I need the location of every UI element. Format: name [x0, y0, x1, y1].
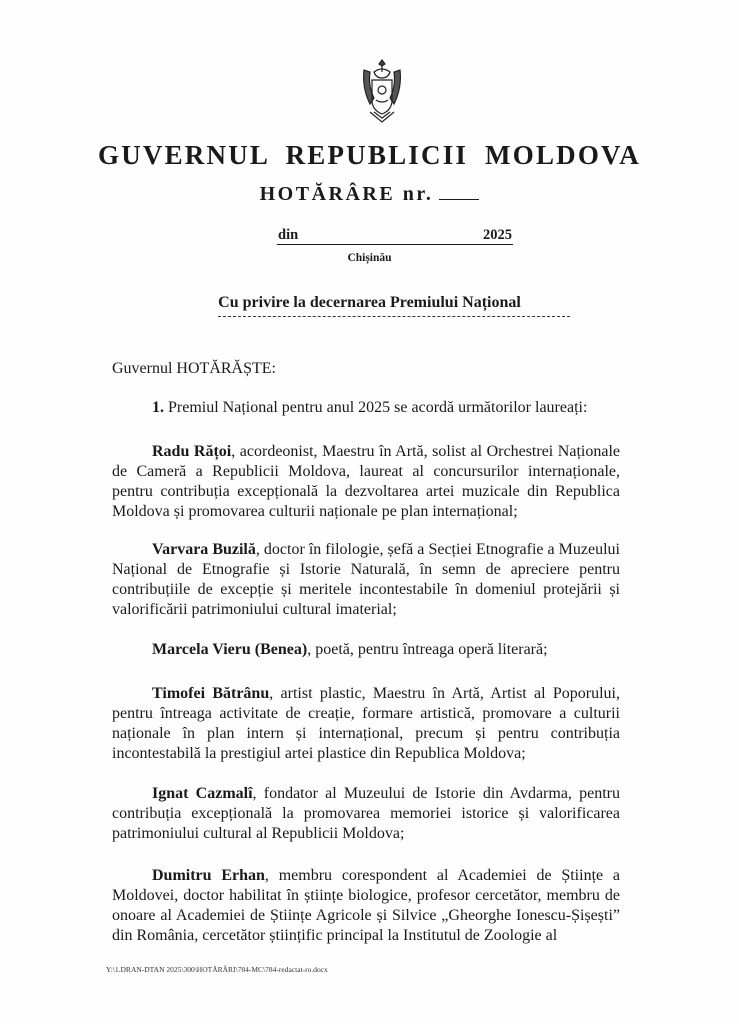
point-text: Premiul Național pentru anul 2025 se acordă următorilor laureați:	[164, 399, 588, 416]
laureate-name: Marcela Vieru (Benea)	[152, 641, 308, 658]
laureate-paragraph	[112, 640, 620, 660]
point-number: 1.	[152, 399, 164, 416]
decides-statement: Guvernul HOTĂRĂȘTE:	[112, 360, 276, 377]
laureate-name: Dumitru Erhan	[152, 867, 265, 884]
point-1	[112, 398, 620, 418]
laureate-paragraph	[112, 442, 620, 522]
laureate-text: , doctor în filologie, șefă a Secției Etnografie a Muzeului Național de Etnografie și Istorie Naturală, în semn de apreciere pentru contribuțiile de excepție și meritele incontestabile în domeniul protejării și valorificării patrimoniului cultural imaterial;	[112, 541, 621, 618]
laureate-name: Timofei Bătrânu	[152, 685, 270, 702]
laureate-text: , poetă, pentru întreaga operă literară;	[307, 641, 548, 658]
laureate-text: , fondator al Muzeului de Istorie din Avdarma, pentru contribuția excepțională la promovarea memoriei istorice și valorificarea patrimoniului cultural al Republicii Moldova;	[112, 785, 621, 842]
laureate-name: Ignat Cazmalî	[152, 785, 253, 802]
date-prefix: din	[278, 227, 299, 243]
laureate-name: Varvara Buzilă	[152, 541, 256, 558]
subject-divider	[218, 316, 570, 319]
decision-number-blank	[439, 183, 479, 200]
laureate-paragraph	[112, 784, 620, 844]
laureate-text: , membru corespondent al Academiei de Științe a Moldovei, doctor habilitat în științe biologice, profesor cercetător, membru de onoare al Academiei de Științe Agricole și Silvice „Gheorghe Ionescu-Șișești” din România, cercetător științific principal la Institutul de Zoologie al	[112, 867, 621, 944]
date-year: 2025	[483, 227, 512, 243]
decision-date-line	[277, 226, 513, 245]
laureate-name: Radu Rățoi	[152, 443, 232, 460]
laureate-paragraph	[112, 540, 620, 620]
decision-heading	[0, 183, 739, 206]
decision-subject: Cu privire la decernarea Premiului Național	[218, 294, 521, 311]
laureate-text: , artist plastic, Maestru în Artă, Artist al Poporului, pentru întreaga activitate de creație, formare artistică, promovare a culturii naționale în plan intern și internațional, precum și pentru contribuția incontestabilă la prestigiul artei plastice din Republica Moldova;	[112, 685, 621, 762]
file-path-footer: Y:\1.DRAN-DTAN 2025\300\HOTĂRÂRI\784-MC\784-redactat-ro.docx	[106, 965, 328, 974]
laureate-paragraph	[112, 866, 620, 946]
laureate-paragraph	[112, 684, 620, 764]
government-title: GUVERNUL REPUBLICII MOLDOVA	[98, 140, 641, 170]
moldova-coat-of-arms-icon	[360, 56, 404, 126]
laureate-text: , acordeonist, Maestru în Artă, solist al Orchestrei Naționale de Cameră a Republicii Moldova, laureat al concursurilor internaționale, pentru contribuția excepțională la dezvoltarea artei muzicale din Republica Moldova și promovarea culturii naționale pe plan internațional;	[112, 443, 620, 520]
decision-label: HOTĂRÂRE nr.	[259, 183, 434, 205]
city: Chișinău	[347, 252, 392, 264]
